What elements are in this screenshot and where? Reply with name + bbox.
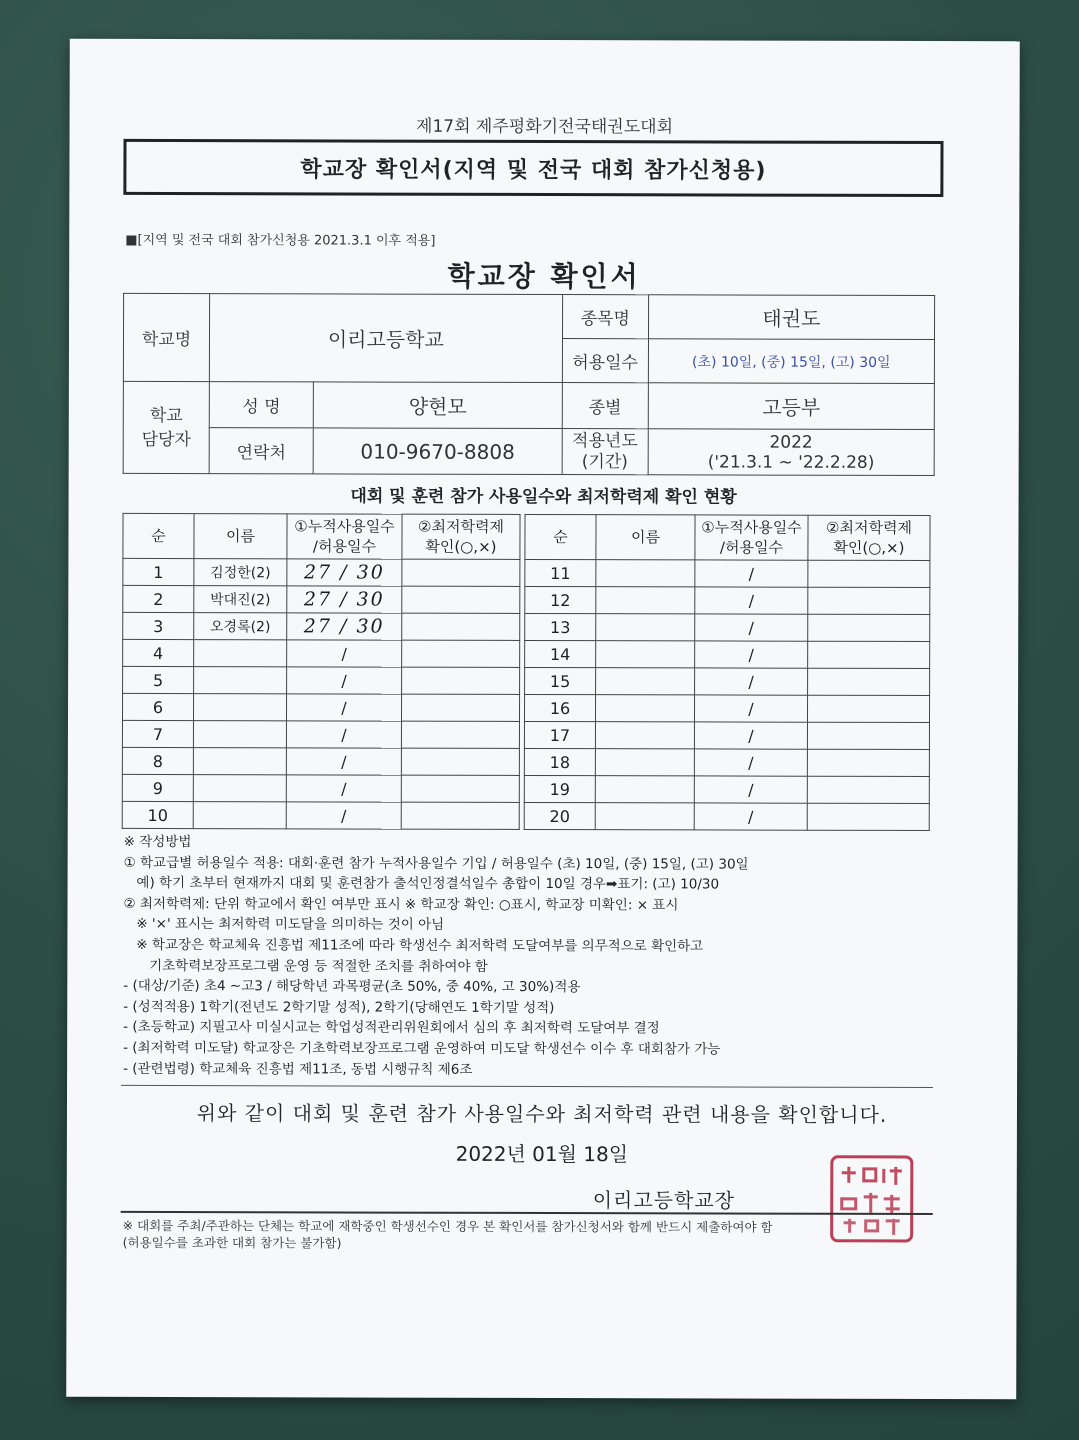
student-name <box>193 775 286 802</box>
days-used: / <box>286 748 401 775</box>
days-used: / <box>694 749 807 776</box>
instruction-line: ※ 학교장은 학교체육 진흥법 제11조에 따라 학생선수 최저학력 도달여부를 의무적으로 확인하고 <box>123 936 704 955</box>
minimum-academic-check <box>401 748 519 775</box>
row-number: 6 <box>122 693 193 720</box>
instruction-line: - (초등학교) 지필고사 미실시교는 학업성적관리위원회에서 심의 후 최저학력 도달여부 결정 <box>123 1019 660 1037</box>
table-row <box>122 720 519 748</box>
instruction-line: ② 최저학력제: 단위 학교에서 확인 여부만 표시 ※ 학교장 확인: ○표시, 학교장 미확인: × 표시 <box>123 895 679 914</box>
minimum-academic-check <box>808 560 930 587</box>
minimum-academic-check <box>808 587 930 614</box>
school-name: 이리고등학교 <box>209 294 562 383</box>
student-name <box>596 641 695 668</box>
table-row <box>123 639 520 667</box>
days-used: / <box>287 640 402 667</box>
table-row <box>122 747 519 775</box>
days-used: / <box>695 641 808 668</box>
student-name <box>595 695 694 722</box>
event-title: 제17회 제주평화기전국태권도대회 <box>416 116 674 138</box>
division-label: 종별 <box>562 383 648 429</box>
minimum-academic-check <box>808 668 930 695</box>
minimum-academic-check <box>402 667 520 694</box>
table-row <box>123 666 520 694</box>
instruction-line: ※ '×' 표시는 최저학력 미도달을 의미하는 것이 아님 <box>123 916 445 934</box>
table-row <box>525 640 930 668</box>
table-row <box>524 721 929 749</box>
row-number: 13 <box>525 613 596 640</box>
minimum-academic-check <box>807 776 929 803</box>
document-paper <box>66 39 1020 1399</box>
minimum-academic-check <box>807 695 929 722</box>
confirmation-statement: 위와 같이 대회 및 훈련 참가 사용일수와 최저학력 관련 내용을 확인합니다. <box>196 1101 888 1127</box>
days-used: / <box>694 776 807 803</box>
contact-label: 연락처 <box>209 428 313 474</box>
instruction-line: ① 학교급별 허용일수 적용: 대회·훈련 참가 누적사용일수 기입 / 허용일수 (초) 10일, (중) 15일, (고) 30일 <box>123 854 749 873</box>
student-name <box>193 802 286 829</box>
minimum-academic-check <box>401 721 519 748</box>
days-used: / <box>286 775 401 802</box>
year-label: 적용년도 (기간) <box>562 429 648 475</box>
row-number: 9 <box>122 774 193 801</box>
table-row <box>525 586 930 614</box>
instruction-line: ※ 작성방법 <box>123 833 192 851</box>
table-row <box>524 694 929 722</box>
allowed-label: 허용일수 <box>562 339 648 383</box>
minimum-academic-check <box>401 802 519 829</box>
writing-instructions <box>123 832 984 1081</box>
document-date: 2022년 01월 18일 <box>455 1141 629 1167</box>
minimum-academic-check <box>402 586 520 613</box>
table-row <box>525 613 930 641</box>
header-name: 이름 <box>596 515 695 560</box>
row-number: 10 <box>122 801 193 828</box>
instruction-line: 기초학력보장프로그램 운영 등 적절한 조치를 취하여야 함 <box>123 957 488 975</box>
sport-label: 종목명 <box>562 295 648 339</box>
table-row <box>123 558 520 586</box>
divider-line <box>121 1085 933 1088</box>
student-name: 김정한(2) <box>194 559 287 586</box>
days-used: / <box>694 722 807 749</box>
table-row <box>122 693 519 721</box>
minimum-academic-check <box>401 694 519 721</box>
applies-note: ■[지역 및 전국 대회 참가신청용 2021.3.1 이후 적용] <box>125 232 436 249</box>
student-name <box>194 667 287 694</box>
row-number: 15 <box>525 667 596 694</box>
row-number: 8 <box>122 747 193 774</box>
roster-right-body <box>524 559 930 830</box>
minimum-academic-check <box>807 803 929 830</box>
student-name <box>596 668 695 695</box>
year-value: 2022 <box>769 432 813 453</box>
manager-name: 양현모 <box>313 382 562 429</box>
minimum-academic-check <box>808 641 930 668</box>
division-value: 고등부 <box>648 383 934 430</box>
footer-notes <box>123 1217 773 1253</box>
student-name <box>193 694 286 721</box>
minimum-academic-check <box>402 640 520 667</box>
instruction-line: - (관련법령) 학교체육 진흥법 제11조, 동법 시행규칙 제6조 <box>123 1060 473 1078</box>
student-name <box>194 640 287 667</box>
table-row <box>524 802 929 830</box>
footer-note-line: (허용일수를 초과한 대회 참가는 불가함) <box>122 1234 342 1251</box>
table-row <box>122 801 519 829</box>
days-used: / <box>695 587 808 614</box>
student-name <box>595 776 694 803</box>
year-cell <box>648 429 934 476</box>
student-name <box>595 749 694 776</box>
instruction-line: - (최저학력 미도달) 학교장은 기초학력보장프로그램 운영하여 미도달 학생선수 이수 후 대회참가 가능 <box>123 1039 721 1058</box>
official-seal-stamp <box>824 1149 920 1249</box>
days-used: / <box>694 695 807 722</box>
minimum-academic-check <box>808 614 930 641</box>
row-number: 12 <box>525 586 596 613</box>
table-row <box>122 774 519 802</box>
row-number: 7 <box>122 720 193 747</box>
minimum-academic-check <box>402 559 520 586</box>
roster-table-right <box>524 514 931 831</box>
days-used: 27 / 30 <box>287 586 402 613</box>
name-label: 성 명 <box>209 382 313 428</box>
days-used: / <box>694 803 807 830</box>
days-used: / <box>287 667 402 694</box>
row-number: 5 <box>123 666 194 693</box>
row-number: 11 <box>525 559 596 586</box>
header-no: 순 <box>525 514 596 559</box>
header-days: ①누적사용일수 /허용일수 <box>287 514 402 559</box>
info-table <box>123 293 935 476</box>
row-number: 20 <box>524 802 595 829</box>
manager-label: 학교 담당자 <box>123 381 209 473</box>
row-number: 2 <box>123 585 194 612</box>
days-used: / <box>286 721 401 748</box>
instruction-line: - (성적적용) 1학기(전년도 2학기말 성적), 2학기(당해연도 1학기말 성적) <box>123 998 555 1016</box>
instruction-line: 예) 학기 초부터 현재까지 대회 및 훈련참가 출석인정결석일수 총합이 10일 경우➡표기: (고) 10/30 <box>123 875 720 893</box>
days-used: / <box>286 694 401 721</box>
days-used: / <box>695 614 808 641</box>
row-number: 16 <box>524 694 595 721</box>
roster-left-body <box>122 558 520 829</box>
student-name <box>596 560 695 587</box>
document-title: 학교장 확인서 <box>447 259 641 294</box>
footer-note-line: ※ 대회를 주최/주관하는 단체는 학교에 재학중인 학생선수인 경우 본 확인서를 참가신청서와 함께 반드시 제출하여야 함 <box>122 1217 773 1235</box>
row-number: 1 <box>123 558 194 585</box>
roster-table-left <box>122 513 521 830</box>
year-period: ('21.3.1 ~ '22.2.28) <box>707 451 875 473</box>
student-name <box>595 803 694 830</box>
row-number: 17 <box>524 721 595 748</box>
row-number: 18 <box>524 748 595 775</box>
student-name <box>193 748 286 775</box>
header-name: 이름 <box>194 514 287 559</box>
days-used: / <box>695 560 808 587</box>
minimum-academic-check <box>401 775 519 802</box>
days-used: / <box>286 802 401 829</box>
contact-value: 010-9670-8808 <box>313 428 562 475</box>
student-name <box>596 614 695 641</box>
section-title: 대회 및 훈련 참가 사용일수와 최저학력제 확인 현황 <box>350 486 737 508</box>
header-check: ②최저학력제 확인(○,×) <box>808 515 930 560</box>
school-label: 학교명 <box>123 293 209 381</box>
days-used: 27 / 30 <box>287 613 402 640</box>
sport-value: 태권도 <box>648 295 934 340</box>
days-used: 27 / 30 <box>287 559 402 586</box>
student-name <box>595 722 694 749</box>
student-name: 오경록(2) <box>194 613 287 640</box>
table-row <box>123 585 520 613</box>
header-check: ②최저학력제 확인(○,×) <box>402 514 520 559</box>
minimum-academic-check <box>402 613 520 640</box>
principal-signature: 이리고등학교장 <box>592 1188 736 1213</box>
row-number: 14 <box>525 640 596 667</box>
row-number: 4 <box>123 639 194 666</box>
footer-rule <box>121 1211 933 1215</box>
days-used: / <box>695 668 808 695</box>
row-number: 19 <box>524 775 595 802</box>
table-row <box>524 748 929 776</box>
student-name <box>193 721 286 748</box>
student-name <box>596 587 695 614</box>
header-box-title: 학교장 확인서(지역 및 전국 대회 참가신청용) <box>123 139 943 197</box>
table-row <box>525 667 930 695</box>
table-row <box>525 559 930 587</box>
table-row <box>123 612 520 640</box>
row-number: 3 <box>123 612 194 639</box>
header-days: ①누적사용일수 /허용일수 <box>695 515 808 560</box>
header-no: 순 <box>123 513 194 558</box>
minimum-academic-check <box>807 749 929 776</box>
minimum-academic-check <box>807 722 929 749</box>
table-row <box>524 775 929 803</box>
instruction-line: - (대상/기준) 초4 ~고3 / 해당학년 과목평균(초 50%, 중 40%, 고 30%)적용 <box>123 978 581 996</box>
allowed-value: (초) 10일, (중) 15일, (고) 30일 <box>648 339 934 384</box>
student-name: 박대진(2) <box>194 586 287 613</box>
